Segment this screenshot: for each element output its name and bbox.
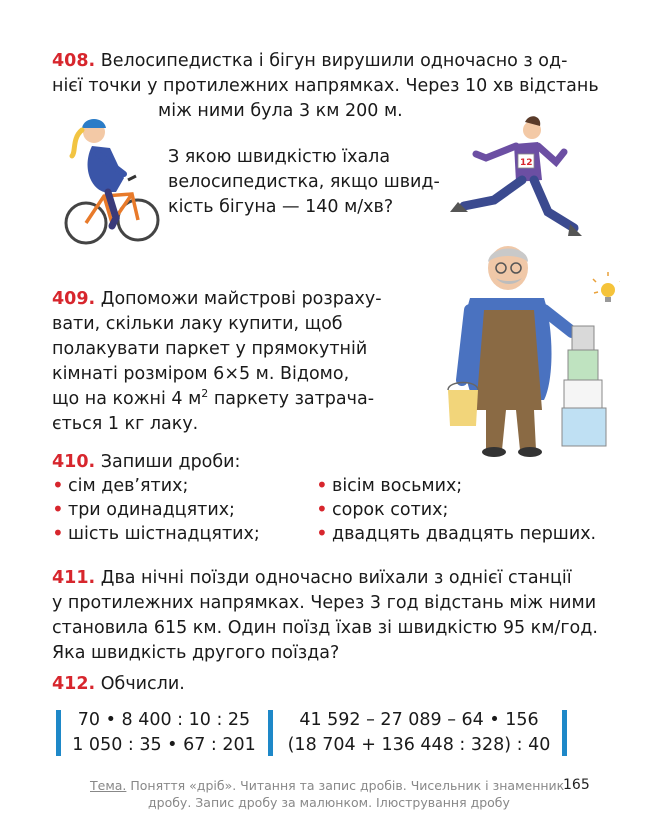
page-number: 165 xyxy=(563,777,590,793)
divider-bar-left xyxy=(56,710,61,756)
p409-square-superscript: 2 xyxy=(201,387,209,401)
bullet-icon: • xyxy=(52,497,64,521)
p408-line3: між ними була 3 км 200 м. xyxy=(158,101,403,121)
p411-line4: Яка швидкість другого поїзда? xyxy=(52,643,340,663)
p410-right-item-1: • вісім восьмих; xyxy=(316,473,463,497)
bullet-icon: • xyxy=(316,521,328,545)
p409-line3: полакувати паркет у прямокутній xyxy=(52,339,368,359)
p412-expression-2: 1 050 : 35 • 67 : 201 xyxy=(72,735,256,755)
p412-expression-4: (18 704 + 136 448 : 328) : 40 xyxy=(287,735,551,755)
craftsman-illustration xyxy=(440,240,620,470)
cyclist-illustration xyxy=(62,108,162,258)
p411-line1: 411. Два нічні поїзди одночасно виїхали з однієї станції xyxy=(52,568,572,588)
p410-right-item-3: • двадцять двадцять перших. xyxy=(316,521,597,545)
footer-topic-line2: дробу. Запис дробу за малюнком. Ілюстрування дробу xyxy=(148,795,510,810)
footer-topic-line1: Тема. Поняття «дріб». Читання та запис дробів. Чисельник і знаменник xyxy=(90,778,565,793)
bullet-icon: • xyxy=(316,497,328,521)
p411-line3: становила 615 км. Один поїзд їхав зі швидкістю 95 км/год. xyxy=(52,618,598,638)
lightbulb-icon xyxy=(593,272,620,302)
divider-bar-right xyxy=(562,710,567,756)
p409-number: 409. xyxy=(52,289,96,309)
p408-line1: 408. Велосипедистка і бігун вирушили одночасно з од- xyxy=(52,51,568,71)
p410-right-item-2: • сорок сотих; xyxy=(316,497,449,521)
p408-question-line2: велосипедистка, якщо швид- xyxy=(168,172,440,192)
p412-expression-1: 70 • 8 400 : 10 : 25 xyxy=(77,710,251,730)
p408-line2: нієї точки у протилежних напрямках. Через 10 хв відстань xyxy=(52,76,599,96)
p409-line5: що на кожні 4 $м^2$ паркету затрача- xyxy=(52,387,375,409)
p410-left-item-2: • три одинадцятих; xyxy=(52,497,235,521)
footer-topic-label: Тема. xyxy=(90,778,127,793)
bullet-icon: • xyxy=(52,473,64,497)
divider-bar-middle xyxy=(268,710,273,756)
bullet-icon: • xyxy=(316,473,328,497)
runner-illustration xyxy=(430,108,590,248)
p408-question-line1: З якою швидкістю їхала xyxy=(168,147,391,167)
p409-line6: ється 1 кг лаку. xyxy=(52,414,199,434)
p409-line4: кімнаті розміром 6×5 м. Відомо, xyxy=(52,364,350,384)
p410-left-item-3: • шість шістнадцятих; xyxy=(52,521,260,545)
p411-number: 411. xyxy=(52,568,96,588)
p412-expression-3: 41 592 – 27 089 – 64 • 156 xyxy=(299,710,539,730)
p410-heading: 410. Запиши дроби: xyxy=(52,452,241,472)
p409-line2: вати, скільки лаку купити, щоб xyxy=(52,314,343,334)
p408-number: 408. xyxy=(52,51,96,71)
bullet-icon: • xyxy=(52,521,64,545)
p410-left-item-1: • сім дев’ятих; xyxy=(52,473,189,497)
p411-line2: у протилежних напрямках. Через 3 год відстань між ними xyxy=(52,593,597,613)
p412-heading: 412. Обчисли. xyxy=(52,674,185,694)
p408-question-line3: кість бігуна — 140 м/хв? xyxy=(168,197,394,217)
p409-line1: 409. Допоможи майстрові розраху- xyxy=(52,289,382,309)
runner-bib-number: 12 xyxy=(520,158,533,168)
p410-number: 410. xyxy=(52,452,96,472)
p412-number: 412. xyxy=(52,674,96,694)
